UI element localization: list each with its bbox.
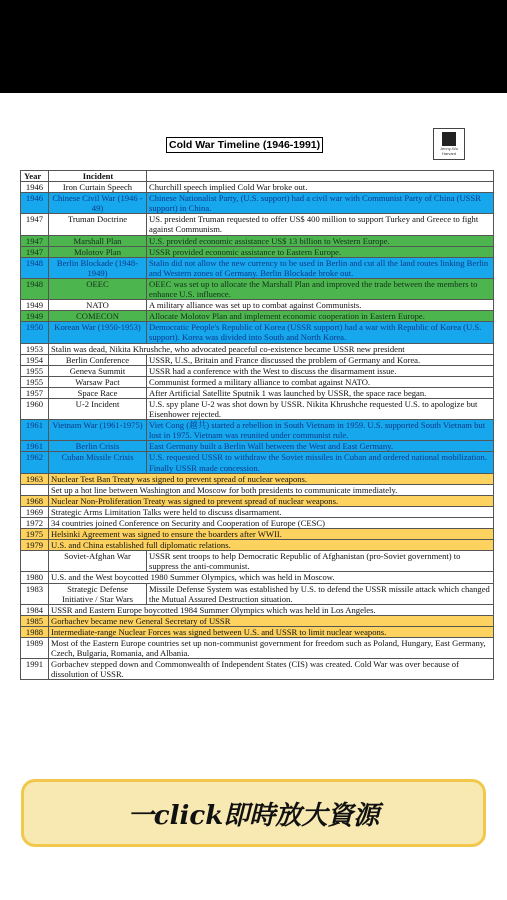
incident-cell: U-2 Incident	[49, 398, 147, 419]
banner-text: 一click即時放大資源	[127, 800, 380, 831]
description-cell: U.S. requested USSR to withdraw the Soviet missiles in Cuban and ordered national mobilization. Finally USSR made concession.	[147, 452, 494, 473]
year-cell: 1947	[21, 214, 49, 235]
logo	[433, 128, 465, 160]
year-cell: 1949	[21, 300, 49, 311]
incident-cell: Korean War (1950-1953)	[49, 322, 147, 343]
year-cell: 1972	[21, 518, 49, 529]
table-row	[21, 452, 494, 473]
incident-cell: Truman Doctrine	[49, 214, 147, 235]
year-cell: 1949	[21, 311, 49, 322]
year-cell: 1950	[21, 322, 49, 343]
description-cell: After Artificial Satellite Sputnik 1 was launched by USSR, the space race began.	[147, 387, 494, 398]
table-row	[21, 387, 494, 398]
timeline-table	[20, 170, 494, 680]
year-cell: 1980	[21, 572, 49, 583]
table-row	[21, 354, 494, 365]
year-cell: 1961	[21, 441, 49, 452]
table-row	[21, 506, 494, 517]
description-cell: Gorbachev stepped down and Commonwealth of Independent States (CIS) was created. Cold War was over because of dissolution of USSR.	[49, 659, 494, 680]
year-cell: 1957	[21, 387, 49, 398]
description-cell: East Germany built a Berlin Wall between the West and East Germany.	[147, 441, 494, 452]
table-row	[21, 583, 494, 604]
table-row	[21, 246, 494, 257]
incident-cell: Chinese Civil War (1946 - 49)	[49, 193, 147, 214]
table-row	[21, 551, 494, 572]
year-cell: 1988	[21, 626, 49, 637]
table-row	[21, 193, 494, 214]
page-title: Cold War Timeline (1946-1991)	[166, 137, 323, 153]
year-cell: 1968	[21, 495, 49, 506]
description-cell: U.S. spy plane U-2 was shot down by USSR. Nikita Khrushche requested U.S. to apologize but Eisenhower rejected.	[147, 398, 494, 419]
year-cell: 1985	[21, 615, 49, 626]
description-cell: Democratic People's Republic of Korea (USSR support) had a war with Republic of Korea (U.S. support). Korea was divided into South and North Korea.	[147, 322, 494, 343]
table-row	[21, 300, 494, 311]
table-row	[21, 626, 494, 637]
logo-mark-icon	[442, 132, 456, 146]
description-cell: USSR sent troops to help Democratic Republic of Afghanistan (pro-Soviet government) to suppress the anti-communist.	[147, 551, 494, 572]
table-row	[21, 540, 494, 551]
incident-cell: Molotov Plan	[49, 246, 147, 257]
incident-cell: Berlin Crisis	[49, 441, 147, 452]
year-cell: 1947	[21, 246, 49, 257]
description-cell: U.S. provided economic assistance US$ 13 billion to Western Europe.	[147, 235, 494, 246]
description-cell: Allocate Molotov Plan and implement economic cooperation in Eastern Europe.	[147, 311, 494, 322]
year-cell: 1948	[21, 278, 49, 299]
year-cell: 1946	[21, 193, 49, 214]
year-cell: 1963	[21, 473, 49, 484]
year-cell	[21, 484, 49, 495]
description-cell: Helsinki Agreement was signed to ensure the boarders after WWII.	[49, 529, 494, 540]
description-cell: Gorbachev became new General Secretary of USSR	[49, 615, 494, 626]
table-header-row	[21, 171, 494, 182]
description-cell: Stalin did not allow the new currency to be used in Berlin and cut all the land routes linking Berlin and Western zones of Germany. Berlin Blockade broke out.	[147, 257, 494, 278]
year-cell: 1989	[21, 638, 49, 659]
year-cell: 1954	[21, 354, 49, 365]
table-row	[21, 257, 494, 278]
incident-cell: Berlin Blockade (1948-1949)	[49, 257, 147, 278]
incident-cell: Cuban Missile Crisis	[49, 452, 147, 473]
table-row	[21, 278, 494, 299]
description-cell: U.S. and China established full diplomatic relations.	[49, 540, 494, 551]
incident-cell: Vietnam War (1961-1975)	[49, 420, 147, 441]
table-row	[21, 343, 494, 354]
year-cell: 1979	[21, 540, 49, 551]
table-row	[21, 518, 494, 529]
year-cell: 1948	[21, 257, 49, 278]
incident-cell: Berlin Conference	[49, 354, 147, 365]
description-cell: Missile Defense System was established by U.S. to defend the USSR missile attack which changed the Mutual Assured Destruction situation.	[147, 583, 494, 604]
incident-cell: Strategic Defense Initiative / Star Wars	[49, 583, 147, 604]
table-row	[21, 473, 494, 484]
header-description	[147, 171, 494, 182]
description-cell: USSR, U.S., Britain and France discussed the problem of Germany and Korea.	[147, 354, 494, 365]
incident-cell: Soviet-Afghan War	[49, 551, 147, 572]
header-incident: Incident	[49, 171, 147, 182]
description-cell: Viet Cong (越共) started a rebellion in South Vietnam in 1959. U.S. supported South Vietnam but lost in 1975. Vietnam was reunited under communist rule.	[147, 420, 494, 441]
table-row	[21, 659, 494, 680]
table-row	[21, 235, 494, 246]
description-cell: Most of the Eastern Europe countries set up non-communist government for freedom such as Poland, Hungary, East Germany, Czech, Bulgaria, Romania, and Albania.	[49, 638, 494, 659]
description-cell: 34 countries joined Conference on Security and Cooperation of Europe (CESC)	[49, 518, 494, 529]
year-cell	[21, 551, 49, 572]
year-cell: 1953	[21, 343, 49, 354]
year-cell: 1946	[21, 182, 49, 193]
description-cell: Nuclear Non-Proliferation Treaty was signed to prevent spread of nuclear weapons.	[49, 495, 494, 506]
year-cell: 1962	[21, 452, 49, 473]
year-cell: 1961	[21, 420, 49, 441]
table-row	[21, 322, 494, 343]
description-cell: Nuclear Test Ban Treaty was signed to prevent spread of nuclear weapons.	[49, 473, 494, 484]
description-cell: USSR provided economic assistance to Eastern Europe.	[147, 246, 494, 257]
table-row	[21, 495, 494, 506]
incident-cell: Geneva Summit	[49, 365, 147, 376]
click-banner[interactable]	[21, 779, 486, 847]
incident-cell: Iron Curtain Speech	[49, 182, 147, 193]
table-row	[21, 529, 494, 540]
year-cell: 1984	[21, 604, 49, 615]
year-cell: 1955	[21, 365, 49, 376]
header-year: Year	[21, 171, 49, 182]
description-cell: Chinese Nationalist Party, (U.S. support) had a civil war with Communist Party of China (USSR support) in China.	[147, 193, 494, 214]
description-cell: USSR had a conference with the West to discuss the disarmament issue.	[147, 365, 494, 376]
description-cell: Set up a hot line between Washington and Moscow for both presidents to communicate immediately.	[49, 484, 494, 495]
description-cell: Communist formed a military alliance to combat against NATO.	[147, 376, 494, 387]
table-row	[21, 638, 494, 659]
year-cell: 1991	[21, 659, 49, 680]
incident-cell: Space Race	[49, 387, 147, 398]
description-cell: U.S. and the West boycotted 1980 Summer Olympics, which was held in Moscow.	[49, 572, 494, 583]
table-row	[21, 572, 494, 583]
year-cell: 1947	[21, 235, 49, 246]
table-row	[21, 311, 494, 322]
incident-cell: Warsaw Pact	[49, 376, 147, 387]
table-row	[21, 376, 494, 387]
year-cell: 1983	[21, 583, 49, 604]
year-cell: 1975	[21, 529, 49, 540]
year-cell: 1955	[21, 376, 49, 387]
description-cell: A military alliance was set up to combat against Communists.	[147, 300, 494, 311]
description-cell: Intermediate-range Nuclear Forces was signed between U.S. and USSR to limit nuclear weapons.	[49, 626, 494, 637]
table-row	[21, 441, 494, 452]
year-cell: 1969	[21, 506, 49, 517]
incident-cell: COMECON	[49, 311, 147, 322]
description-cell: Churchill speech implied Cold War broke out.	[147, 182, 494, 193]
table-row	[21, 365, 494, 376]
table-row	[21, 604, 494, 615]
description-cell: US. president Truman requested to offer US$ 400 million to support Turkey and Greece to fight against Communism.	[147, 214, 494, 235]
incident-cell: NATO	[49, 300, 147, 311]
year-cell: 1960	[21, 398, 49, 419]
table-row	[21, 484, 494, 495]
table-row	[21, 420, 494, 441]
description-cell: OEEC was set up to allocate the Marshall Plan and improved the trade between the members to enhance U.S. influence.	[147, 278, 494, 299]
table-row	[21, 615, 494, 626]
description-cell: USSR and Eastern Europe boycotted 1984 Summer Olympics which was held in Los Angeles.	[49, 604, 494, 615]
description-cell: Strategic Arms Limitation Talks were held to discuss disarmament.	[49, 506, 494, 517]
incident-cell: OEEC	[49, 278, 147, 299]
table-row	[21, 214, 494, 235]
incident-cell: Marshall Plan	[49, 235, 147, 246]
table-row	[21, 182, 494, 193]
description-cell: Stalin was dead, Nikita Khrushche, who advocated peaceful co-existence became USSR new president	[49, 343, 494, 354]
logo-text: Jenny-Wu Harvard	[440, 146, 458, 156]
table-body	[21, 182, 494, 680]
table-row	[21, 398, 494, 419]
